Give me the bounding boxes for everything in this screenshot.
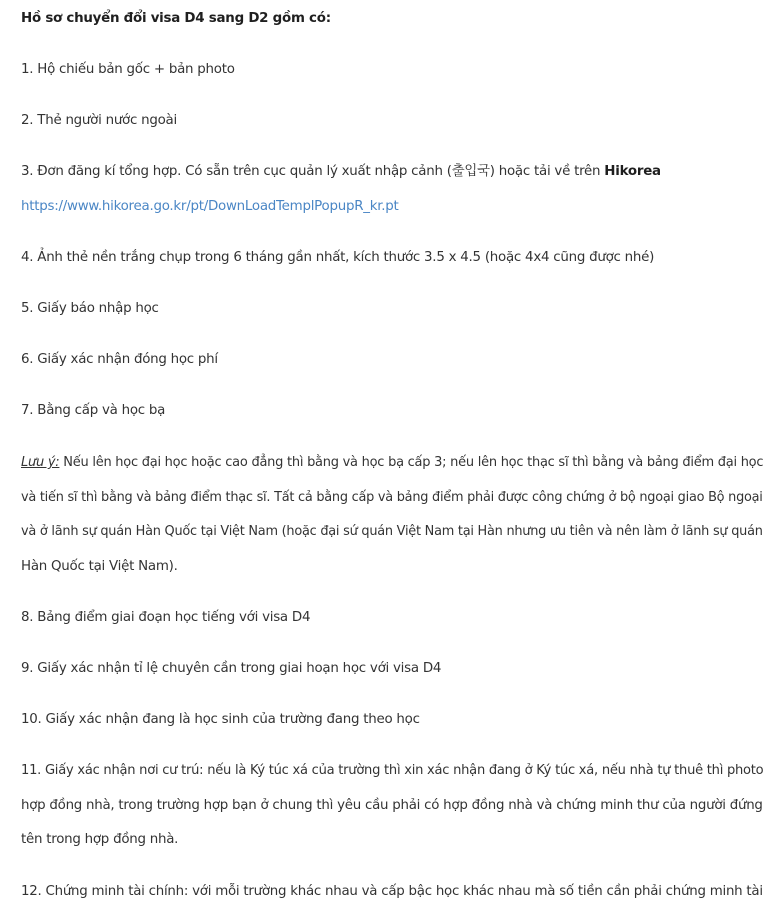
list-item-1: 1. Hộ chiếu bản gốc + bản photo [21,62,235,77]
list-item-11-line-1: 11. Giấy xác nhận nơi cư trú: nếu là Ký túc xá của trường thì xin xác nhận đang ở Ký túc xá, nếu nhà tự thuê thì photo [21,763,764,778]
list-item-8: 8. Bảng điểm giai đoạn học tiếng với visa D4 [21,610,311,625]
hikorea-download-link[interactable]: https://www.hikorea.go.kr/pt/DownLoadTemplPopupR_kr.pt [21,199,399,214]
note-line-4: Hàn Quốc tại Việt Nam). [21,559,178,574]
hikorea-label: Hikorea [604,164,661,179]
list-item-4: 4. Ảnh thẻ nền trắng chụp trong 6 tháng gần nhất, kích thước 3.5 x 4.5 (hoặc 4x4 cũng được nhé) [21,250,655,265]
list-item-6: 6. Giấy xác nhận đóng học phí [21,352,218,367]
note-text-1: Nếu lên học đại học hoặc cao đẳng thì bằng và học bạ cấp 3; nếu lên học thạc sĩ thì bằng và bảng điểm đại học [59,455,764,470]
list-item-3-text: 3. Đơn đăng kí tổng hợp. Có sẵn trên cục quản lý xuất nhập cảnh (출입국) hoặc tải về trên [21,164,605,179]
list-item-7: 7. Bằng cấp và học bạ [21,403,166,418]
list-item-5: 5. Giấy báo nhập học [21,301,159,316]
list-item-2: 2. Thẻ người nước ngoài [21,113,177,128]
note-label: Lưu ý: [21,455,60,470]
list-item-11-line-3: tên trong hợp đồng nhà. [21,832,179,847]
list-item-9: 9. Giấy xác nhận tỉ lệ chuyên cần trong giai hoạn học với visa D4 [21,661,442,676]
note-line-2: và tiến sĩ thì bằng và bảng điểm thạc sĩ. Tất cả bằng cấp và bảng điểm phải được công chứng ở bộ ngoại giao Bộ ngoại [21,490,763,505]
note-line-3: và ở lãnh sự quán Hàn Quốc tại Việt Nam (hoặc đại sứ quán Việt Nam tại Hàn nhưng ưu tiên và nên làm ở lãnh sự quán [21,524,763,539]
list-item-12: 12. Chứng minh tài chính: với mỗi trường khác nhau và cấp bậc học khác nhau mà số tiền cần phải chứng minh tài [21,884,763,899]
note-line-1 [21,454,763,472]
list-item-10: 10. Giấy xác nhận đang là học sinh của trường đang theo học [21,712,420,727]
document-title: Hồ sơ chuyển đổi visa D4 sang D2 gồm có: [21,11,331,26]
hikorea-link-row [21,198,399,216]
list-item-3 [21,163,661,181]
list-item-11-line-2: hợp đồng nhà, trong trường hợp bạn ở chung thì yêu cầu phải có hợp đồng nhà và chứng minh thư của người đứng [21,798,763,813]
